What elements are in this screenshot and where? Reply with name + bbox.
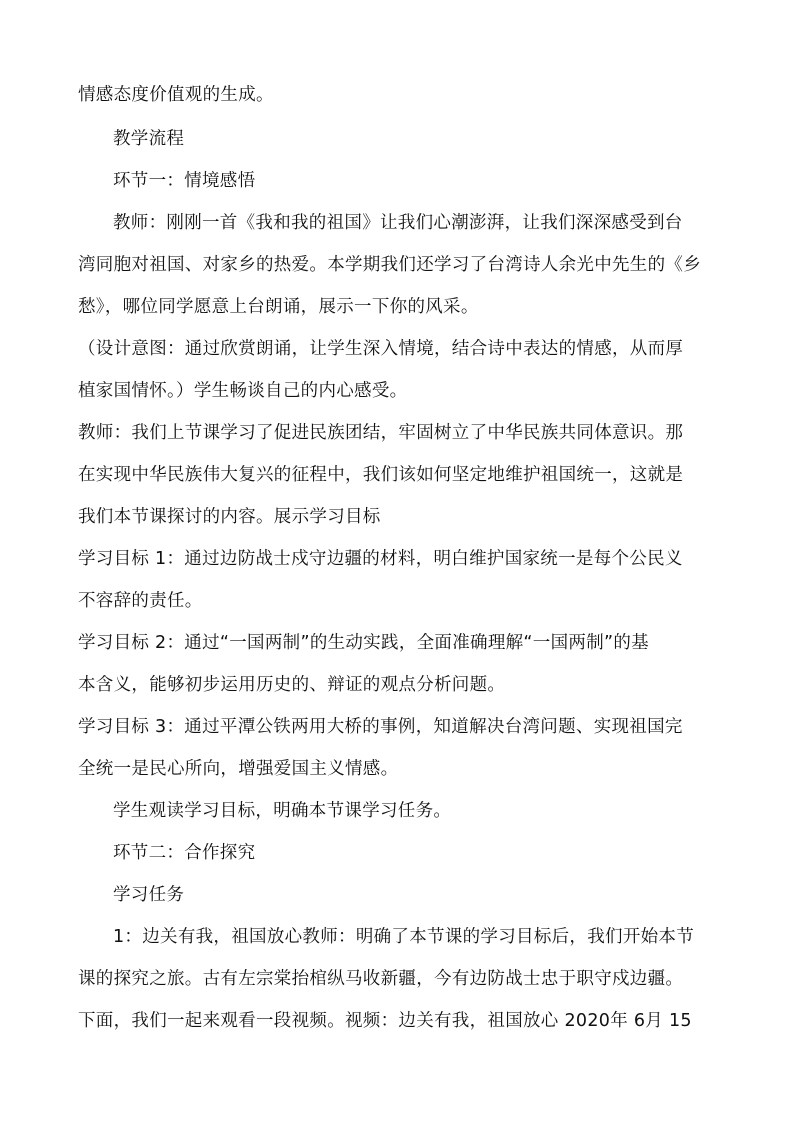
learning-goal-line: 学习目标 2：通过“一国两制”的生动实践，全面准确理解“一国两制”的基 <box>78 633 649 653</box>
learning-goal-line: 不容辞的责任。 <box>78 591 203 611</box>
paragraph-line: 1：边关有我，祖国放心教师：明确了本节课的学习目标后，我们开始本节 <box>113 927 695 947</box>
paragraph-line: 湾同胞对祖国、对家乡的热爱。本学期我们还学习了台湾诗人余光中先生的《乡 <box>78 255 701 275</box>
paragraph-line: 课的探究之旅。古有左宗棠抬棺纵马收新疆，今有边防战士忠于职守戍边疆。 <box>78 969 684 989</box>
paragraph-line: 教师：我们上节课学习了促进民族团结，牢固树立了中华民族共同体意识。那 <box>78 423 684 443</box>
learning-goal-line: 学习目标 3：通过平潭公铁两用大桥的事例，知道解决台湾问题、实现祖国完 <box>78 717 683 737</box>
paragraph-line: 情感态度价值观的生成。 <box>78 85 274 105</box>
paragraph-line: 植家国情怀。）学生畅谈自己的内心感受。 <box>78 381 408 401</box>
paragraph-line: 我们本节课探讨的内容。展示学习目标 <box>78 507 381 527</box>
learning-goal-line: 本含义，能够初步运用历史的、辩证的观点分析问题。 <box>78 675 506 695</box>
paragraph-line: 下面，我们一起来观看一段视频。视频：边关有我，祖国放心 2020年 6月 15 <box>78 1011 692 1031</box>
paragraph-line: （设计意图：通过欣赏朗诵，让学生深入情境，结合诗中表达的情感，从而厚 <box>78 339 684 359</box>
paragraph-line: 学生观读学习目标，明确本节课学习任务。 <box>113 801 452 821</box>
section-heading: 环节二：合作探究 <box>113 843 256 863</box>
paragraph-line: 愁》，哪位同学愿意上台朗诵，展示一下你的风采。 <box>78 297 479 317</box>
paragraph-line: 教师：刚刚一首《我和我的祖国》让我们心潮澎湃，让我们深深感受到台 <box>113 213 683 233</box>
paragraph-line: 在实现中华民族伟大复兴的征程中，我们该如何坚定地维护祖国统一，这就是 <box>78 465 684 485</box>
learning-goal-line: 学习目标 1：通过边防战士戍守边疆的材料，明白维护国家统一是每个公民义 <box>78 549 683 569</box>
learning-goal-line: 全统一是民心所向，增强爱国主义情感。 <box>78 759 399 779</box>
section-heading: 教学流程 <box>113 129 185 149</box>
section-heading: 学习任务 <box>113 885 185 905</box>
section-heading: 环节一：情境感悟 <box>113 171 256 191</box>
